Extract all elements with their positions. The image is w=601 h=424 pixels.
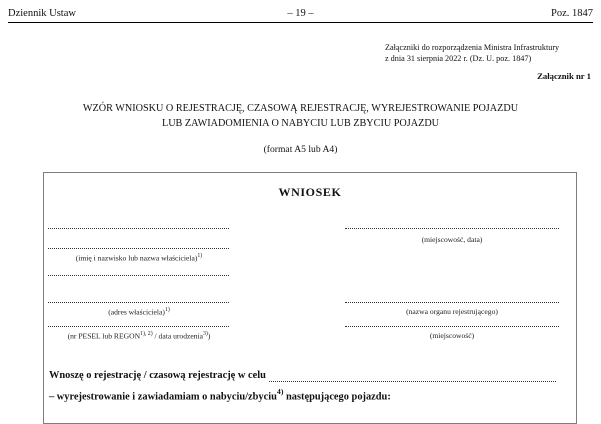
document-title-line1: WZÓR WNIOSKU O REJESTRACJĘ, CZASOWĄ REJESTRACJĘ, WYREJESTROWANIE POJAZDU: [82, 103, 519, 114]
owner-address-line-1: [48, 275, 229, 276]
request-fill-in-line: [269, 370, 556, 382]
place-line: [345, 326, 559, 327]
authority-caption: (nazwa organu rejestrującego): [406, 307, 498, 316]
place-date-caption: (miejscowość, data): [421, 235, 483, 244]
form-heading: WNIOSEK: [278, 185, 342, 199]
page-number: – 19 –: [287, 8, 314, 19]
annex-note-line1: Załączniki do rozporządzenia Ministra Infrastruktury: [385, 43, 560, 52]
annex-number-label: Załącznik nr 1: [537, 71, 591, 82]
annex-note-line2: z dnia 31 sierpnia 2022 r. (Dz. U. poz. 1847): [385, 53, 532, 63]
owner-address-caption: (adres właściciela)$^{1)}$: [108, 307, 170, 317]
owner-name-line-2: [48, 248, 229, 249]
annex-note: [385, 43, 597, 83]
pesel-line: [48, 326, 229, 327]
format-note: (format A5 lub A4): [263, 144, 338, 155]
owner-name-line-1: [48, 228, 229, 229]
document-title: [0, 101, 601, 132]
document-title-line2: LUB ZAWIADOMIENIA O NABYCIU LUB ZBYCIU POJAZDU: [161, 118, 440, 130]
position-number: Poz. 1847: [551, 8, 593, 19]
journal-name: Dziennik Ustaw: [8, 8, 76, 19]
application-form-box: [43, 172, 577, 424]
authority-line: [345, 302, 559, 303]
pesel-caption: (nr PESEL lub $REGON^{1), 2)}$ / data urodzenia$^{3)}$): [67, 331, 211, 341]
owner-address-line-2: [48, 302, 229, 303]
place-date-line: [345, 228, 559, 229]
request-statement-text: Wnoszę o rejestrację / czasową rejestrację w celu: [49, 370, 266, 381]
owner-name-caption: (imię i nazwisko lub nazwa właściciela)$^{1)}$: [75, 253, 203, 263]
request-statement-line2: – wyrejestrowanie i zawiadamiam o nabyciu/zbyciu$^{4)}$ następującego pojazdu:: [49, 387, 391, 403]
page-header: [8, 8, 593, 23]
request-statement-line1: [49, 370, 556, 382]
place-caption: (miejscowość): [429, 331, 475, 340]
